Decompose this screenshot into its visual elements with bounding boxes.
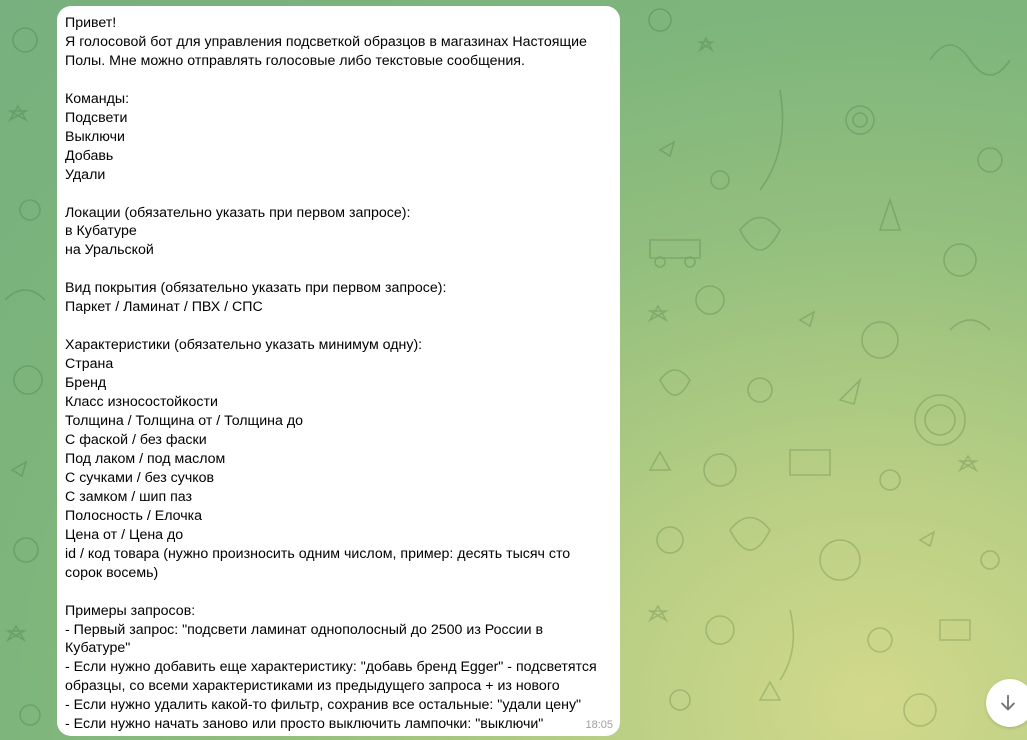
- arrow-down-icon: [997, 692, 1019, 714]
- scroll-down-button[interactable]: [986, 679, 1027, 727]
- message-bubble[interactable]: [57, 6, 620, 736]
- message-time: 18:05: [585, 719, 613, 731]
- message-text: Привет! Я голосовой бот для управления подсветкой образцов в магазинах Настоящие Полы. Мне можно отправлять голосовые либо текстовые сообщения. Команды: Подсвети Выключи Добавь Удали Локации (обязательно указать при первом запросе): в Кубатуре на Уральской Вид покрытия (обязательно указать при первом запросе): Паркет / Ламинат / ПВХ / СПС Характеристики (обязательно указать минимум одну): Страна Бренд Класс износостойкости Толщина / Толщина от / Толщина до С фаской / без фаски Под лаком / под маслом С сучками / без сучков С замком / шип паз Полосность / Елочка Цена от / Цена до id / код товара (нужно произносить одним числом, пример: десять тысяч сто сорок восемь) Примеры запросов: - Первый запрос: "подсвети ламинат однополосный до 2500 из России в Кубатуре" - Если нужно добавить еще характеристику: "добавь бренд Egger" - подсветятся образцы, со всеми характеристиками из предыдущего запроса + из нового - Если нужно удалить какой-то фильтр, сохранив все остальные: "удали цену" - Если нужно начать заново или просто выключить лампочки: "выключи": [65, 15, 597, 733]
